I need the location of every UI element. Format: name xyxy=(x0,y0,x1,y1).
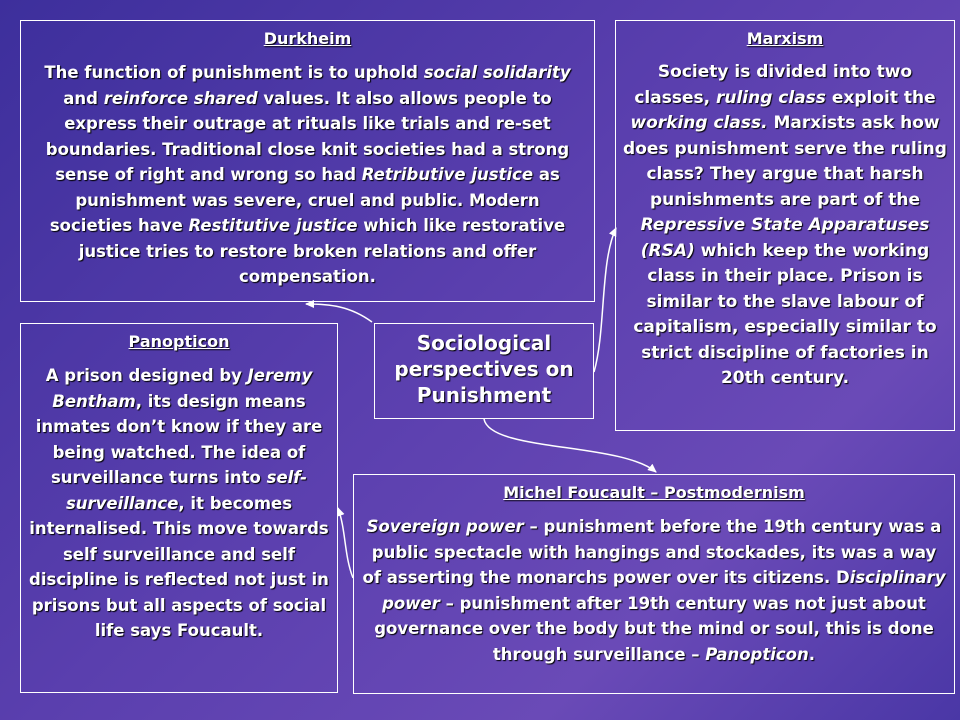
emphasis-text: ruling class xyxy=(715,87,826,108)
text-segment: , its design means inmates don’t know if they are being watched. The idea of surveillance turns into xyxy=(35,391,323,487)
text-segment: The function of punishment is to uphold xyxy=(44,63,424,82)
text-segment: – punishment before the 19th century was a public spectacle with hangings and stockades, its was a way of asserting the monarchs power over its citizens. xyxy=(362,517,942,587)
emphasis-text: Panopticon xyxy=(705,644,809,664)
emphasis-text: Repressive State Apparatuses (RSA) xyxy=(640,215,930,261)
text-segment: values. It also allows people to express their outrage at rituals like trials and re-set boundaries. Traditional close knit societies had a strong sense of right and wrong so had xyxy=(45,88,570,184)
emphasis-text: Sovereign power xyxy=(366,517,524,536)
emphasis-text: Retributive justice xyxy=(361,165,534,184)
emphasis-text: working class. xyxy=(630,113,768,133)
foucault-box xyxy=(353,474,955,694)
marxism-box xyxy=(615,20,955,431)
text-segment: D xyxy=(836,568,850,587)
durkheim-box xyxy=(20,20,595,302)
emphasis-text: Jeremy Bentham xyxy=(52,366,313,411)
marxism-title: Marxism xyxy=(746,29,824,48)
text-segment: . xyxy=(808,644,816,664)
panopticon-text xyxy=(27,363,331,644)
arrow-to-marxism xyxy=(594,228,616,372)
text-segment: which keep the working class in their place. Prison is similar to the slave labour of capitalism, especially similar to strict discipline of factories in 20th century. xyxy=(633,240,937,388)
text-segment: – punishment after 19th century was not just about governance over the body but the mind or soul, this is done through surveillance – xyxy=(374,593,934,664)
foucault-title: Michel Foucault – Postmodernism xyxy=(503,483,805,502)
emphasis-text: reinforce shared xyxy=(103,88,258,108)
emphasis-text: Restitutive justice xyxy=(188,216,358,235)
durkheim-text xyxy=(33,60,582,290)
text-segment: , it becomes internalised. This move towards self surveillance and self discipline is reflected not just in prisons but all aspects of social life says Foucault. xyxy=(29,493,329,640)
panopticon-title: Panopticon xyxy=(128,332,230,351)
arrow-to-panopticon xyxy=(338,508,353,578)
text-segment: A prison designed by xyxy=(45,366,248,385)
panopticon-box xyxy=(20,323,338,693)
foucault-text xyxy=(362,514,946,667)
durkheim-title: Durkheim xyxy=(263,29,352,48)
text-segment: exploit the xyxy=(825,87,936,108)
marxism-text xyxy=(622,60,948,392)
text-segment: Society is divided into two classes, xyxy=(634,62,913,108)
emphasis-text: social solidarity xyxy=(423,63,571,82)
text-segment: and xyxy=(63,88,104,108)
arrow-to-durkheim xyxy=(306,304,372,322)
text-segment: as punishment was severe, cruel and public. Modern societies have xyxy=(49,165,560,235)
central-topic: Sociological perspectives on Punishment xyxy=(374,323,594,419)
text-segment: Marxists ask how does punishment serve the ruling class? They argue that harsh punishments are part of the xyxy=(623,113,947,210)
emphasis-text: isciplinary power xyxy=(382,568,946,613)
text-segment: which like restorative justice tries to restore broken relations and offer compensation. xyxy=(78,216,566,286)
emphasis-text: self-surveillance xyxy=(65,468,308,513)
